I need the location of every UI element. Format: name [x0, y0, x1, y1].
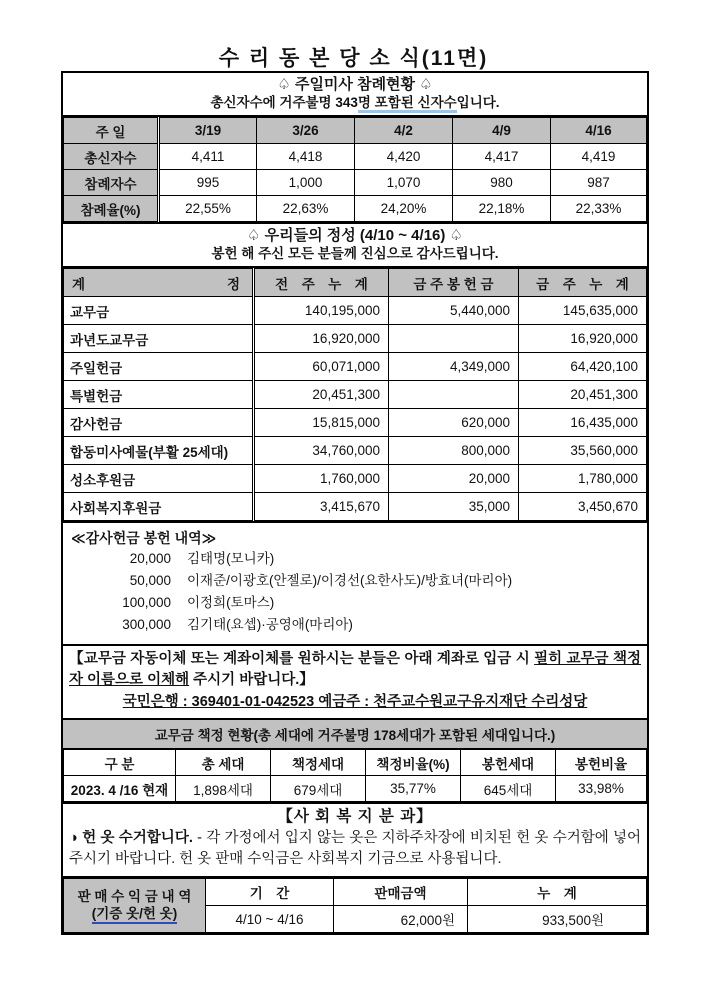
- list-item: [71, 592, 639, 614]
- thanks-detail-section: [63, 523, 647, 646]
- attendance-subtitle-pre: 총신자수에 거주불명 343: [210, 95, 358, 110]
- sales-rowhead-line2: (기증 옷/헌 옷): [92, 905, 177, 924]
- assessment-header: 책정세대: [271, 750, 366, 776]
- table-row: [64, 493, 647, 521]
- cell: 3,450,670: [519, 493, 647, 521]
- table-row: [64, 776, 647, 802]
- offering-table: [63, 268, 647, 521]
- cell: 35,560,000: [519, 437, 647, 465]
- offering-head-account: [64, 269, 254, 297]
- assessment-header: 봉헌세대: [461, 750, 556, 776]
- offering-head-week: 금 주 봉 헌 금: [389, 269, 519, 297]
- attendance-title: [65, 76, 645, 94]
- sales-amount: 62,000원: [334, 906, 468, 933]
- attendance-subtitle: [65, 94, 645, 111]
- attendance-header-row: [64, 118, 647, 144]
- assessment-table: [63, 749, 647, 802]
- cell: [389, 325, 519, 353]
- spade-icon: ♤: [277, 76, 291, 93]
- attendance-date: 3/19: [159, 118, 257, 144]
- offering-head-prev: 전 주 누 계: [254, 269, 389, 297]
- sales-total: 933,500원: [468, 906, 647, 933]
- table-row: [64, 325, 647, 353]
- cell: 24,20%: [355, 196, 453, 222]
- cell: 20,451,300: [254, 381, 389, 409]
- sales-table: [63, 878, 647, 933]
- spade-icon: ♤: [419, 76, 433, 93]
- list-item: [71, 570, 639, 592]
- table-row: [64, 437, 647, 465]
- sales-header-period: 기 간: [206, 879, 334, 906]
- cell: 140,195,000: [254, 297, 389, 325]
- table-row: [64, 353, 647, 381]
- cell: 3,415,670: [254, 493, 389, 521]
- attendance-date: 3/26: [257, 118, 355, 144]
- row-label: 사회복지후원금: [64, 493, 254, 521]
- offering-table-section: [63, 268, 647, 523]
- half-circle-bullet-icon: ◑: [69, 830, 78, 846]
- sales-header-row: [64, 879, 647, 906]
- cell: 22,63%: [257, 196, 355, 222]
- cell: 4,418: [257, 144, 355, 170]
- bank-account-line: 국민은행 : 369401-01-042523 예금주 : 천주교수원교구유지재단 수리성당: [122, 694, 588, 710]
- offering-head-total: 금 주 누 계: [519, 269, 647, 297]
- table-row: [64, 465, 647, 493]
- assessment-section: [63, 720, 647, 804]
- cell: 35,000: [389, 493, 519, 521]
- donor-name: 김기태(요셉)·공영애(마리아): [187, 617, 353, 632]
- cell: 20,000: [389, 465, 519, 493]
- row-label: 감사헌금: [64, 409, 254, 437]
- assessment-date: 2023. 4 /16 현재: [64, 776, 176, 802]
- cell: 4,417: [453, 144, 551, 170]
- donation-amount: 100,000: [122, 595, 171, 610]
- row-label: 합동미사예물(부활 25세대): [64, 437, 254, 465]
- attendance-date: 4/16: [551, 118, 647, 144]
- table-row: [64, 170, 647, 196]
- donation-amount: 20,000: [129, 551, 171, 566]
- table-row: [64, 381, 647, 409]
- cell: 145,635,000: [519, 297, 647, 325]
- bulletin-frame: [61, 71, 649, 935]
- cell: 16,920,000: [254, 325, 389, 353]
- assessment-header: 책정비율(%): [366, 750, 461, 776]
- table-row: [64, 297, 647, 325]
- notice-post: 주시기 바랍니다.】: [189, 672, 314, 688]
- welfare-text: [69, 828, 641, 870]
- row-label: 특별헌금: [64, 381, 254, 409]
- attendance-table-section: [63, 117, 647, 224]
- cell: 1,898세대: [176, 776, 271, 802]
- welfare-section: [63, 804, 647, 878]
- attendance-subtitle-highlight: 명 포함된 신자수: [358, 95, 457, 113]
- cell: 5,440,000: [389, 297, 519, 325]
- thanks-detail-title: ≪감사헌금 봉헌 내역≫: [71, 530, 217, 546]
- assessment-header: 총 세대: [176, 750, 271, 776]
- welfare-body: - 각 가정에서 입지 않는 옷은 지하주차장에 비치된 헌 옷 수거함에 넣어 주시기 바랍니다. 헌 옷 판매 수익금은 사회복지 기금으로 사용됩니다.: [69, 830, 641, 867]
- cell: [389, 381, 519, 409]
- cell: 1,070: [355, 170, 453, 196]
- spade-icon: ♤: [247, 227, 261, 244]
- attendance-subtitle-post: 입니다.: [456, 95, 500, 110]
- cell: 980: [453, 170, 551, 196]
- cell: 4,411: [159, 144, 257, 170]
- list-item: [71, 614, 639, 636]
- cell: 34,760,000: [254, 437, 389, 465]
- donor-name: 이재준/이광호(안젤로)/이경선(요한사도)/방효녀(마리아): [187, 573, 513, 588]
- cell: 22,33%: [551, 196, 647, 222]
- cell: 35,77%: [366, 776, 461, 802]
- row-label: 참례자수: [64, 170, 159, 196]
- donor-name: 김태명(모니카): [187, 551, 275, 566]
- cell: 15,815,000: [254, 409, 389, 437]
- donation-amount: 50,000: [129, 573, 171, 588]
- sales-rowhead-line1: 판 매 수 익 금 내 역: [77, 888, 192, 904]
- cell: 800,000: [389, 437, 519, 465]
- assessment-header-row: [64, 750, 647, 776]
- offering-banner: [63, 224, 647, 268]
- row-label: 총신자수: [64, 144, 159, 170]
- cell: 1,000: [257, 170, 355, 196]
- cell: 679세대: [271, 776, 366, 802]
- welfare-lead: 헌 옷 수거합니다.: [78, 830, 193, 846]
- cell: 4,420: [355, 144, 453, 170]
- row-label: 성소후원금: [64, 465, 254, 493]
- cell: 64,420,100: [519, 353, 647, 381]
- donor-name: 이정희(토마스): [187, 595, 275, 610]
- offering-title-text: 우리들의 정성 (4/10 ~ 4/16): [264, 227, 446, 244]
- assessment-header: 봉헌비율: [556, 750, 647, 776]
- notice-underlined: 필히 교무금 책정자 이름으로 이체해: [69, 651, 641, 688]
- attendance-date: 4/2: [355, 118, 453, 144]
- cell: 33,98%: [556, 776, 647, 802]
- offering-title: [65, 227, 645, 245]
- offering-head-right: 정: [226, 276, 240, 292]
- cell: 4,349,000: [389, 353, 519, 381]
- cell: 620,000: [389, 409, 519, 437]
- assessment-header: 구 분: [64, 750, 176, 776]
- cell: 987: [551, 170, 647, 196]
- offering-subtitle: 봉헌 해 주신 모든 분들께 진심으로 감사드립니다.: [211, 246, 499, 261]
- offering-header-row: [64, 269, 647, 297]
- attendance-date: 4/9: [453, 118, 551, 144]
- cell: 645세대: [461, 776, 556, 802]
- notice-pre: 【교무금 자동이체 또는 계좌이체를 원하시는 분들은 아래 계좌로 입금 시: [69, 651, 535, 667]
- transfer-notice-section: [63, 646, 647, 720]
- table-row: [64, 196, 647, 222]
- cell: 16,435,000: [519, 409, 647, 437]
- cell: 1,780,000: [519, 465, 647, 493]
- cell: 995: [159, 170, 257, 196]
- cell: 4,419: [551, 144, 647, 170]
- transfer-notice-text: [69, 649, 641, 691]
- sales-header-total: 누 계: [468, 879, 647, 906]
- sales-period: 4/10 ~ 4/16: [206, 906, 334, 933]
- cell: 1,760,000: [254, 465, 389, 493]
- attendance-banner: [63, 73, 647, 117]
- donation-amount: 300,000: [122, 617, 171, 632]
- row-label: 교무금: [64, 297, 254, 325]
- row-label: 주일헌금: [64, 353, 254, 381]
- cell: 20,451,300: [519, 381, 647, 409]
- list-item: [71, 548, 639, 570]
- cell: 60,071,000: [254, 353, 389, 381]
- spade-icon: ♤: [449, 227, 463, 244]
- sales-rowhead: [64, 879, 206, 933]
- table-row: [64, 409, 647, 437]
- cell: 22,18%: [453, 196, 551, 222]
- cell: 22,55%: [159, 196, 257, 222]
- welfare-title: 【사 회 복 지 분 과】: [277, 808, 433, 825]
- offering-head-left: 계: [72, 276, 86, 292]
- sales-header-amount: 판매금액: [334, 879, 468, 906]
- table-row: [64, 144, 647, 170]
- page-title: 수 리 동 본 당 소 식(11면): [218, 47, 489, 70]
- cell: 16,920,000: [519, 325, 647, 353]
- attendance-title-text: 주일미사 참례현황: [294, 76, 416, 93]
- attendance-table: [63, 117, 647, 222]
- row-label: 참례율(%): [64, 196, 159, 222]
- sales-table-section: [63, 878, 647, 933]
- attendance-col-header: 주 일: [64, 118, 159, 144]
- assessment-band-title: 교무금 책정 현황(총 세대에 거주불명 178세대가 포함된 세대입니다.): [63, 720, 647, 749]
- row-label: 과년도교무금: [64, 325, 254, 353]
